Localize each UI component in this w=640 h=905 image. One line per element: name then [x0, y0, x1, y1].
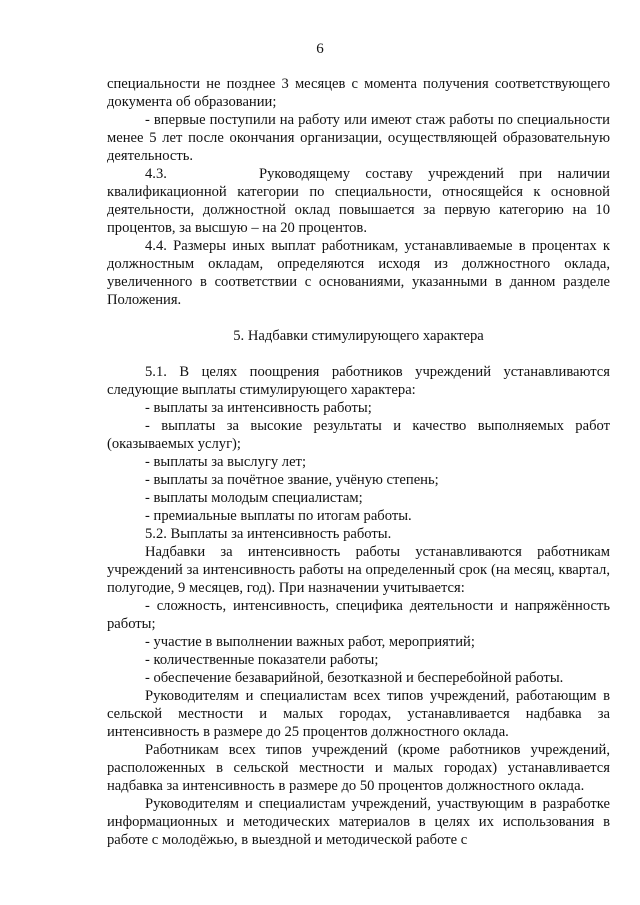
clause-5-1: 5.1. В целях поощрения работников учреждений устанавливаются следующие выплаты стимулирующего характера:: [107, 364, 610, 398]
list-item: - обеспечение безаварийной, безотказной и бесперебойной работы.: [145, 670, 564, 686]
paragraph: Работникам всех типов учреждений (кроме работников учреждений, расположенных в сельской местности и малых городах) устанавливается надбавка за интенсивность в размере до 50 процентов должностного оклада.: [107, 742, 610, 794]
paragraph-continuation: специальности не позднее 3 месяцев с момента получения соответствующего документа об образовании;: [107, 76, 610, 110]
list-item: - количественные показатели работы;: [145, 652, 379, 668]
list-item: - выплаты за интенсивность работы;: [145, 400, 372, 416]
list-item: - выплаты за выслугу лет;: [145, 454, 306, 470]
list-item: - премиальные выплаты по итогам работы.: [145, 508, 412, 524]
list-item: - впервые поступили на работу или имеют стаж работы по специальности менее 5 лет после окончания организации, осуществляющей образовательную деятельность.: [107, 112, 610, 164]
list-item: - выплаты молодым специалистам;: [145, 490, 363, 506]
list-item: - сложность, интенсивность, специфика деятельности и напряжённость работы;: [107, 598, 610, 632]
clause-5-2: 5.2. Выплаты за интенсивность работы.: [145, 526, 392, 542]
section-heading: 5. Надбавки стимулирующего характера: [233, 328, 484, 344]
clause-4-3: 4.3. Руководящему составу учреждений при наличии квалификационной категории по специальности, относящейся к основной деятельности, должностной оклад повышается за первую категорию на 10 процентов, за высшую – на 20 процентов.: [107, 166, 610, 236]
list-item: - выплаты за почётное звание, учёную степень;: [145, 472, 439, 488]
document-body: [107, 75, 610, 849]
page-number: 6: [316, 41, 324, 57]
paragraph: Руководителям и специалистам всех типов учреждений, работающим в сельской местности и малых городах, устанавливается надбавка за интенсивность в размере до 25 процентов должностного оклада.: [107, 688, 610, 740]
clause-4-4: 4.4. Размеры иных выплат работникам, устанавливаемые в процентах к должностным окладам, определяются исходя из должностного оклада, увеличенного в соответствии с основаниями, указанными в данном разделе Положения.: [107, 238, 610, 308]
list-item: - выплаты за высокие результаты и качество выполняемых работ (оказываемых услуг);: [107, 418, 610, 452]
list-item: - участие в выполнении важных работ, мероприятий;: [145, 634, 475, 650]
paragraph: Руководителям и специалистам учреждений, участвующим в разработке информационных и методических материалов в целях их использования в работе с молодёжью, в выездной и методической работе с: [107, 796, 610, 848]
paragraph: Надбавки за интенсивность работы устанавливаются работникам учреждений за интенсивность работы на определенный срок (на месяц, квартал, полугодие, 9 месяцев, год). При назначении учитывается:: [107, 544, 610, 596]
